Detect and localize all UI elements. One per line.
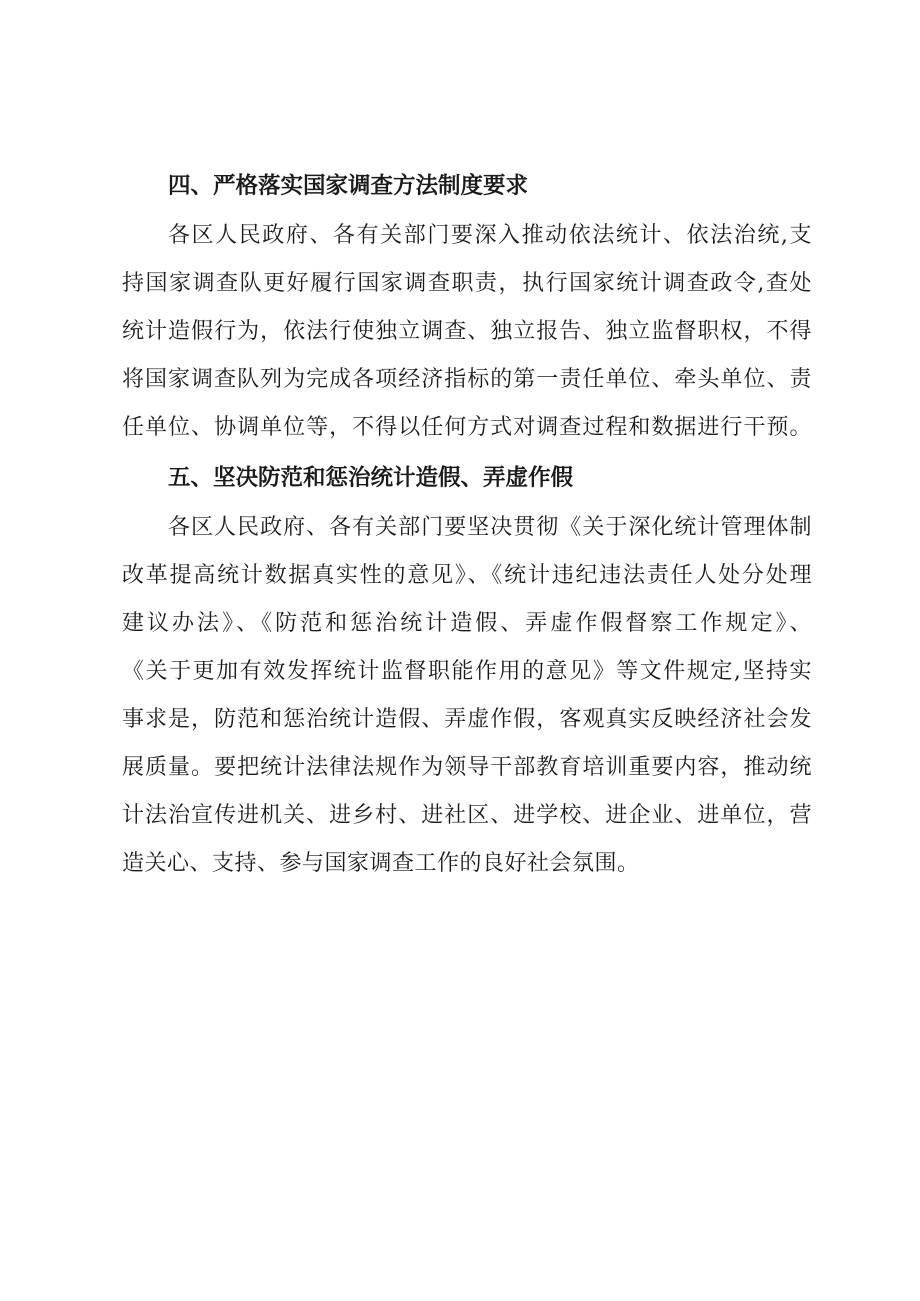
paragraph-line: 建议办法》、《防范和惩治统计造假、弄虚作假督察工作规定》、 [122, 611, 812, 636]
paragraph-line: 任单位、协调单位等，不得以任何方式对调查过程和数据进行干预。 [122, 415, 812, 440]
section-heading-4: 四、严格落实国家调查方法制度要求 [168, 173, 529, 199]
paragraph-line: 将国家调查队列为完成各项经济指标的第一责任单位、牵头单位、责 [122, 367, 812, 392]
document-body [122, 160, 812, 888]
paragraph-line: 计法治宣传进机关、进乡村、进社区、进学校、进企业、进单位，营 [122, 803, 812, 828]
paragraph-line: 统计造假行为，依法行使独立调查、独立报告、独立监督职权，不得 [122, 319, 812, 344]
paragraph-line: 事求是，防范和惩治统计造假、弄虚作假，客观真实反映经济社会发 [122, 707, 812, 732]
paragraph-line: 《关于更加有效发挥统计监督职能作用的意见》等文件规定,坚持实 [122, 659, 812, 684]
paragraph-line: 持国家调查队更好履行国家调查职责，执行国家统计调查政令,查处 [122, 271, 812, 296]
section-paragraph-4 [122, 212, 812, 452]
paragraph-line: 展质量。要把统计法律法规作为领导干部教育培训重要内容，推动统 [122, 755, 812, 780]
paragraph-line: 改革提高统计数据真实性的意见》、《统计违纪违法责任人处分处理 [122, 563, 812, 588]
section-paragraph-5 [122, 504, 812, 888]
paragraph-line: 造关心、支持、参与国家调查工作的良好社会氛围。 [122, 851, 640, 876]
section-heading-5: 五、坚决防范和惩治统计造假、弄虚作假 [168, 465, 574, 491]
paragraph-line: 各区人民政府、各有关部门要深入推动依法统计、依法治统,支 [168, 223, 812, 248]
paragraph-line: 各区人民政府、各有关部门要坚决贯彻《关于深化统计管理体制 [168, 515, 812, 540]
